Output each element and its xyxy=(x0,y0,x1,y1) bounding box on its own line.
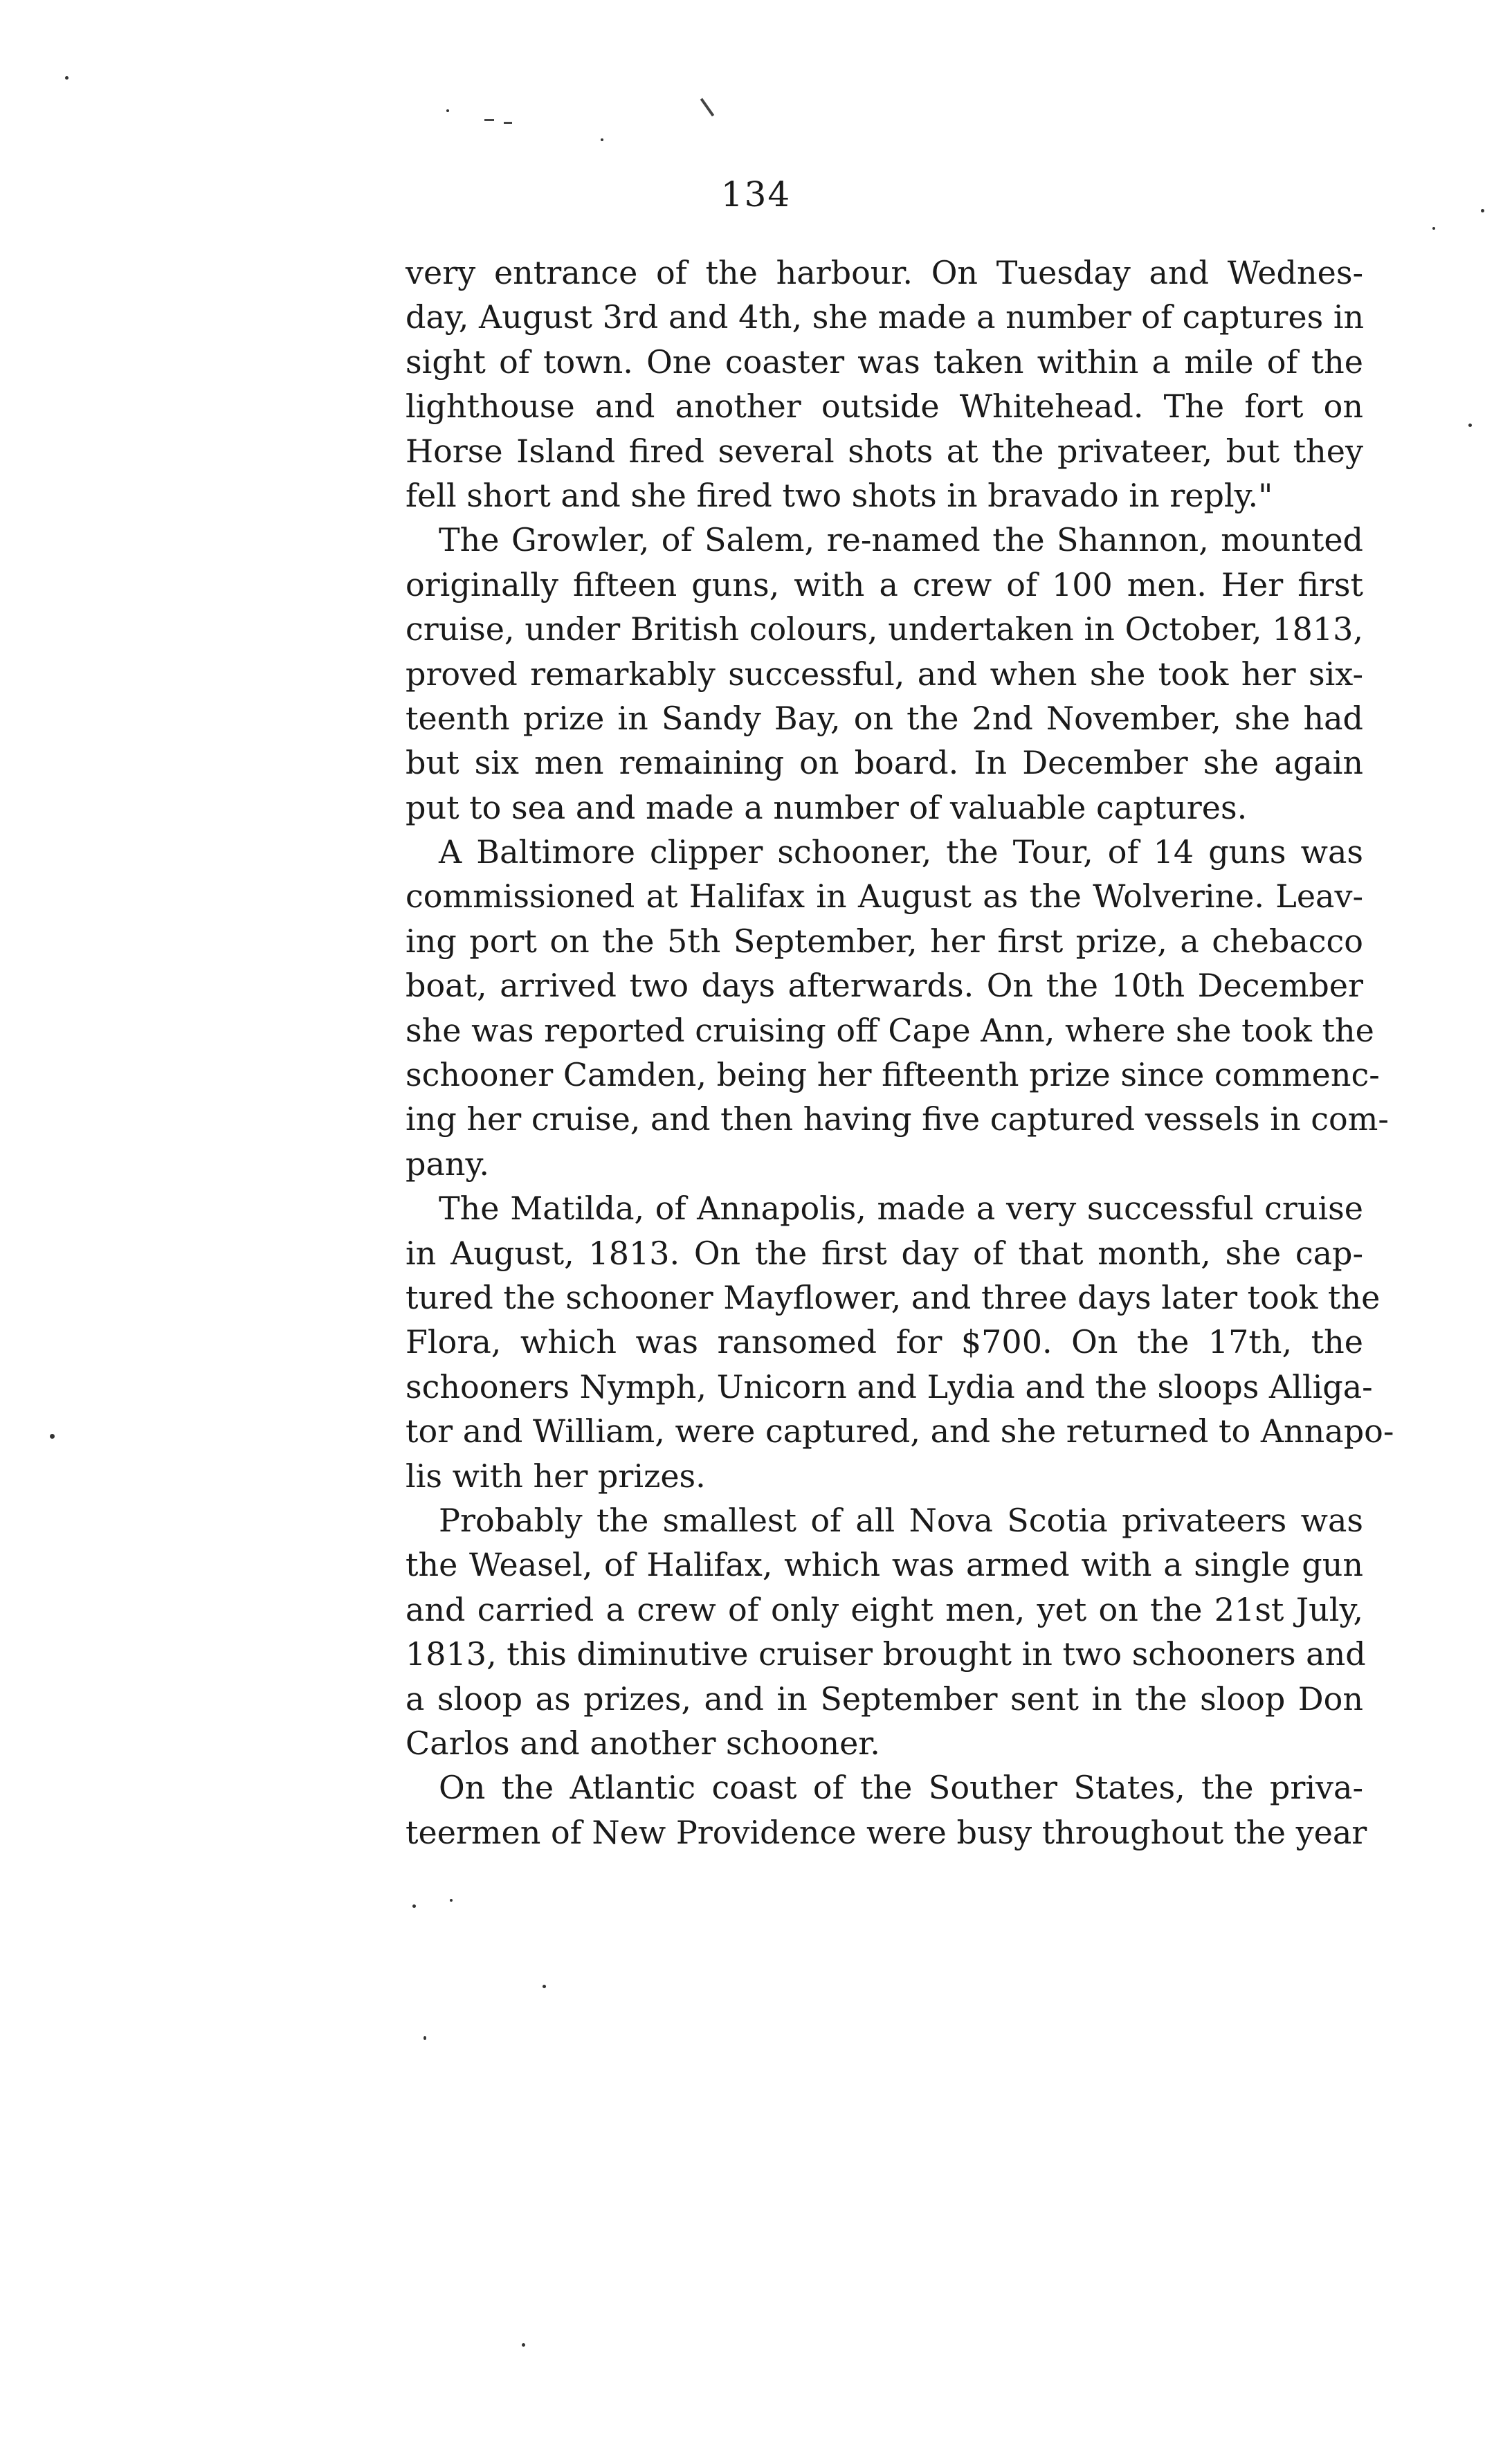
text-line: cruise, under British colours, undertaken in October, 1813, xyxy=(406,610,1363,648)
text-line: teermen of New Providence were busy throughout the year xyxy=(406,1813,1367,1851)
scan-speck xyxy=(423,2036,426,2040)
paragraph xyxy=(406,518,1363,830)
text-line: very entrance of the harbour. On Tuesday and Wednes- xyxy=(406,254,1363,291)
text-line: Horse Island fired several shots at the privateer, but they xyxy=(406,432,1363,470)
text-line: originally fifteen guns, with a crew of 100 men. Her first xyxy=(406,565,1363,603)
text-line: The Matilda, of Annapolis, made a very successful cruise xyxy=(439,1190,1363,1228)
page-number: 134 xyxy=(720,174,792,215)
text-line: The Growler, of Salem, re-named the Shannon, mounted xyxy=(439,521,1363,559)
text-line: sight of town. One coaster was taken within a mile of the xyxy=(406,343,1363,381)
paragraph xyxy=(406,251,1363,518)
text-line: but six men remaining on board. In December she again xyxy=(406,744,1363,782)
text-line: teenth prize in Sandy Bay, on the 2nd November, she had xyxy=(406,699,1363,737)
text-line: and carried a crew of only eight men, yet on the 21st July, xyxy=(406,1590,1363,1628)
scan-speck xyxy=(450,1899,453,1902)
text-line: schooner Camden, being her fifteenth prize since commenc- xyxy=(406,1056,1380,1094)
text-line: lis with her prizes. xyxy=(406,1457,706,1495)
text-line: Probably the smallest of all Nova Scotia privateers was xyxy=(439,1501,1363,1539)
scan-speck xyxy=(1468,424,1472,427)
text-line: lighthouse and another outside Whitehead. The fort on xyxy=(406,388,1363,426)
scan-speck xyxy=(50,1434,55,1439)
scan-mark xyxy=(504,122,512,124)
text-line: she was reported cruising off Cape Ann, where she took the xyxy=(406,1011,1374,1049)
paragraph xyxy=(406,1186,1394,1498)
text-line: day, August 3rd and 4th, she made a number of captures in xyxy=(406,298,1365,336)
text-line: Carlos and another schooner. xyxy=(406,1724,880,1762)
scan-speck xyxy=(522,2343,525,2347)
paragraph xyxy=(406,830,1389,1186)
scan-mark xyxy=(700,98,714,117)
text-line: pany. xyxy=(406,1145,489,1183)
text-line: A Baltimore clipper schooner, the Tour, of 14 guns was xyxy=(439,833,1363,871)
scan-speck xyxy=(65,76,69,80)
text-line: On the Atlantic coast of the Souther States, the priva- xyxy=(439,1769,1363,1807)
text-line: the Weasel, of Halifax, which was armed with a single gun xyxy=(406,1546,1363,1584)
scan-speck xyxy=(412,1904,416,1908)
text-line: ing port on the 5th September, her first prize, a chebacco xyxy=(406,922,1363,960)
text-line: schooners Nymph, Unicorn and Lydia and the sloops Alliga- xyxy=(406,1367,1373,1406)
text-line: fell short and she fired two shots in bravado in reply." xyxy=(406,476,1273,514)
text-line: 1813, this diminutive cruiser brought in two schooners and xyxy=(406,1635,1366,1673)
scan-speck xyxy=(543,1985,546,1988)
scan-speck xyxy=(1481,209,1484,212)
body-text xyxy=(406,251,1394,1855)
text-line: Flora, which was ransomed for $700. On the 17th, the xyxy=(406,1323,1363,1361)
scan-speck xyxy=(601,138,603,141)
scan-speck xyxy=(446,109,449,112)
text-line: ing her cruise, and then having five captured vessels in com- xyxy=(406,1100,1389,1138)
scan-speck xyxy=(1432,227,1435,230)
scan-mark xyxy=(484,119,494,121)
text-line: tured the schooner Mayflower, and three days later took the xyxy=(406,1278,1381,1316)
text-line: a sloop as prizes, and in September sent in the sloop Don xyxy=(406,1680,1363,1718)
text-line: proved remarkably successful, and when she took her six- xyxy=(406,655,1363,693)
text-line: commissioned at Halifax in August as the Wolverine. Leav- xyxy=(406,877,1363,916)
text-line: boat, arrived two days afterwards. On the 10th December xyxy=(406,967,1363,1005)
text-line: put to sea and made a number of valuable captures. xyxy=(406,788,1248,826)
paragraph xyxy=(406,1765,1367,1855)
paragraph xyxy=(406,1498,1366,1765)
text-line: in August, 1813. On the first day of that month, she cap- xyxy=(406,1234,1363,1272)
text-line: tor and William, were captured, and she returned to Annapo- xyxy=(406,1412,1394,1450)
